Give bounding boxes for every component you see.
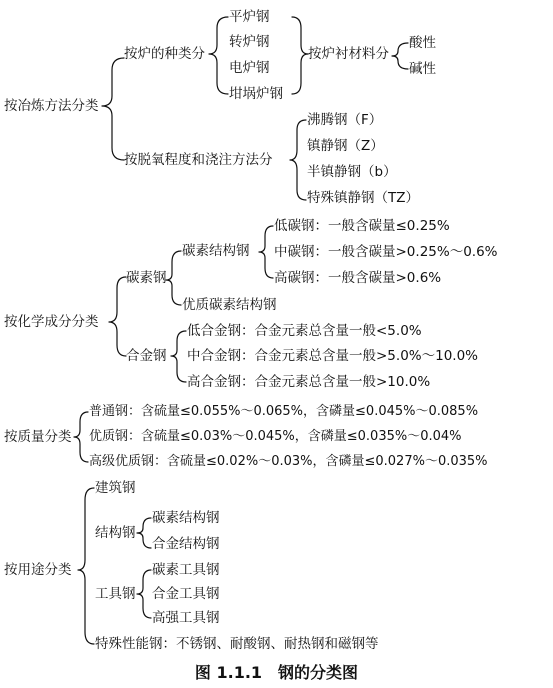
label-furnace-type: 按炉的种类分 [124, 46, 205, 62]
item-high-alloy-steel: 高合金钢：合金元素总含量一般>10.0% [187, 374, 431, 390]
item-ordinary-steel: 普通钢：含硫量≤0.055%～0.065%，含磷量≤0.045%～0.085% [89, 404, 479, 419]
item-carbon-tool-steel: 碳素工具钢 [152, 562, 220, 578]
item-converter-steel: 转炉钢 [229, 34, 270, 50]
item-basic: 碱性 [409, 61, 436, 77]
brace-quality [74, 412, 88, 462]
label-smelting: 按冶炼方法分类 [4, 98, 99, 114]
label-usage: 按用途分类 [4, 562, 72, 578]
label-structural-steel: 结构钢 [95, 525, 136, 541]
brace-lining [392, 43, 408, 69]
item-carbon-structural-steel: 碳素结构钢 [152, 510, 220, 526]
brace-chemical [109, 277, 126, 356]
brace-lining-connector [292, 17, 308, 94]
label-chemical: 按化学成分分类 [4, 314, 99, 330]
item-rimmed-steel: 沸腾钢（F） [307, 112, 383, 128]
figure-caption: 图 1.1.1 钢的分类图 [194, 663, 359, 682]
item-high-strength-tool-steel: 高强工具钢 [152, 610, 220, 626]
item-medium-alloy-steel: 中合金钢：合金元素总含量一般>5.0%～10.0% [187, 348, 478, 364]
brace-carbon-structural [259, 226, 273, 278]
item-quality-carbon-structural-steel: 优质碳素结构钢 [182, 297, 277, 313]
item-semi-killed-steel: 半镇静钢（b） [307, 164, 397, 180]
brace-smelting [102, 58, 124, 160]
label-furnace-lining: 按炉衬材料分 [308, 46, 389, 62]
item-low-carbon-steel: 低碳钢：一般含碳量≤0.25% [274, 218, 450, 234]
label-carbon-structural-steel: 碳素结构钢 [182, 243, 250, 259]
brace-usage-structural [137, 518, 151, 548]
label-quality-class: 按质量分类 [4, 429, 72, 445]
item-crucible-steel: 坩埚炉钢 [229, 86, 283, 102]
item-alloy-tool-steel: 合金工具钢 [152, 586, 220, 602]
item-open-hearth-steel: 平炉钢 [229, 9, 270, 25]
label-deoxidation: 按脱氧程度和浇注方法分 [124, 152, 273, 168]
brace-furnace [209, 17, 228, 94]
item-alloy-structural-steel: 合金结构钢 [152, 536, 220, 552]
item-low-alloy-steel: 低合金钢：合金元素总含量一般<5.0% [187, 323, 422, 339]
item-special-killed-steel: 特殊镇静钢（TZ） [307, 190, 419, 206]
item-high-carbon-steel: 高碳钢：一般含碳量>0.6% [274, 270, 442, 286]
brace-alloy [171, 331, 186, 382]
item-acid: 酸性 [409, 35, 436, 51]
item-killed-steel: 镇静钢（Z） [307, 138, 384, 154]
brace-usage [78, 488, 94, 644]
item-high-quality-steel: 高级优质钢：含硫量≤0.02%～0.03%，含磷量≤0.027%～0.035% [89, 454, 488, 469]
item-electric-furnace-steel: 电炉钢 [229, 60, 270, 76]
label-alloy-steel: 合金钢 [126, 348, 167, 364]
item-special-property-steel: 特殊性能钢：不锈钢、耐酸钢、耐热钢和磁钢等 [95, 636, 379, 652]
brace-carbon [166, 251, 181, 305]
item-building-steel: 建筑钢 [95, 480, 136, 496]
item-medium-carbon-steel: 中碳钢：一般含碳量>0.25%～0.6% [274, 244, 498, 260]
brace-usage-tool [137, 570, 151, 618]
brace-deox [290, 120, 306, 200]
label-carbon-steel: 碳素钢 [126, 270, 167, 286]
item-quality-steel: 优质钢：含硫量≤0.03%～0.045%，含磷量≤0.035%～0.04% [89, 429, 462, 444]
label-tool-steel: 工具钢 [95, 586, 136, 602]
